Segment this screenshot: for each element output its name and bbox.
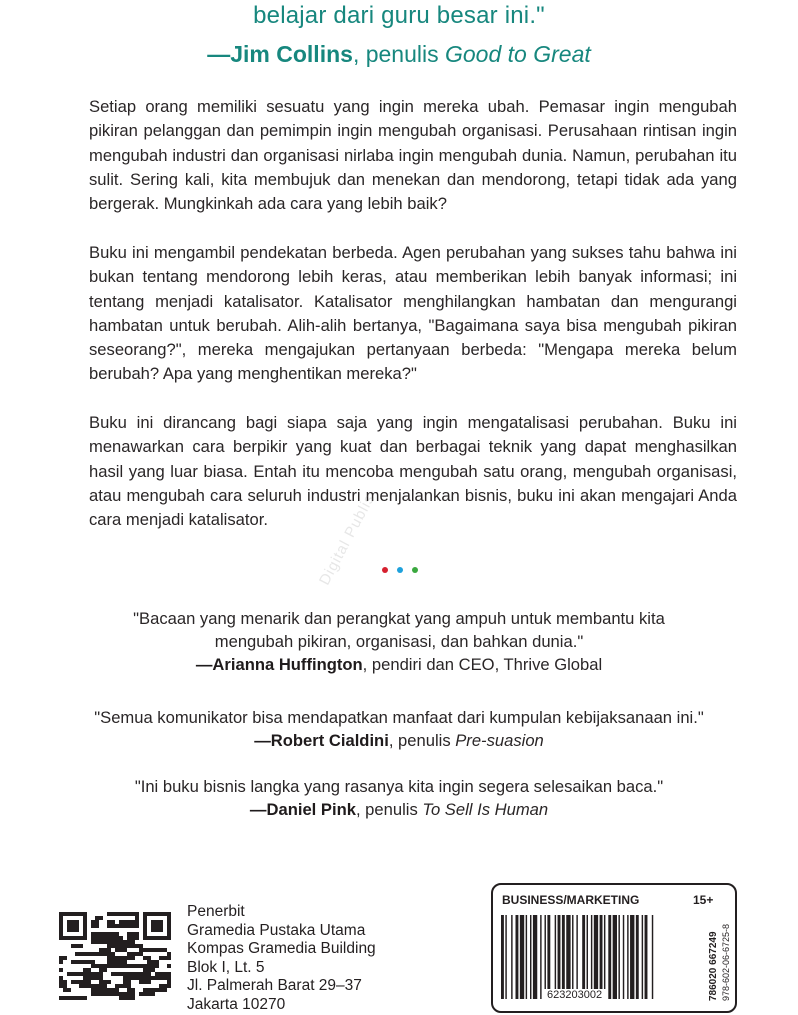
divider-dots [380, 567, 420, 577]
dash: — [207, 41, 231, 67]
publisher-address [187, 903, 376, 1015]
dash: — [249, 800, 267, 819]
endorsement-quote-line: "Ini buku bisnis langka yang rasanya kita ingin segera selesaikan baca." [134, 777, 664, 796]
endorsement-role: , penulis [388, 731, 456, 750]
endorsement-role: , pendiri dan CEO, Thrive Global [362, 655, 603, 674]
body-paragraph-2 [89, 241, 737, 387]
blue-dot-icon [397, 567, 403, 573]
green-dot-icon [412, 567, 418, 573]
age-rating: 15+ [693, 893, 714, 907]
dash: — [254, 731, 271, 750]
endorsement-book: To Sell Is Human [422, 800, 549, 819]
endorsement-quote-line: "Semua komunikator bisa mendapatkan manfaat dari kumpulan kebijaksanaan ini." [94, 708, 704, 727]
top-quote-book: Good to Great [445, 41, 591, 67]
endorsement-author: Robert Cialdini [270, 731, 389, 750]
ean-vertical: 786020 667249 [708, 931, 719, 1001]
paragraph-text: Setiap orang memiliki sesuatu yang ingin mereka ubah. Pemasar ingin mengubah pikiran pelanggan dan pemimpin ingin mengubah organisasi. Perusahaan rintisan ingin mengubah industri dan organisasi nirlaba ingin mengubah dunia. Namun, perubahan itu sulit. Sering kali, kita membujuk dan menekan dan mendorong, tetapi tidak ada yang bergerak. Mungkinkah ada cara yang lebih baik? [89, 97, 737, 214]
publisher-line: Kompas Gramedia Building [187, 940, 376, 958]
publisher-line: Jl. Palmerah Barat 29–37 [187, 977, 362, 995]
qr-code-icon [59, 912, 171, 1000]
publisher-line: Jakarta 10270 [187, 995, 286, 1013]
barcode-icon [501, 915, 701, 999]
endorsement-attribution [0, 729, 798, 752]
endorsement-quote-line: "Bacaan yang menarik dan perangkat yang ampuh untuk membantu kita [133, 609, 665, 628]
top-quote-text: belajar dari guru besar ini." [253, 2, 545, 29]
top-quote-attribution [0, 41, 798, 68]
publisher-line: Blok I, Lt. 5 [187, 958, 265, 976]
paragraph-text: Buku ini mengambil pendekatan berbeda. Agen perubahan yang sukses tahu bahwa ini bukan tentang mendorong lebih keras, atau memberikan lebih banyak informasi; ini tentang menjadi katalisator. Katalisator menghilangkan hambatan dan mengurangi hambatan untuk berubah. Alih-alih bertanya, "Bagaimana saya bisa mengubah pikiran seseorang?", mereka mengajukan pertanyaan berbeda: "Mengapa mereka belum berubah? Apa yang menghentikan mereka?" [89, 243, 737, 384]
top-quote-role: , penulis [352, 41, 445, 67]
endorsement-role: , penulis [355, 800, 423, 819]
barcode-number: 623203002 [543, 989, 606, 1001]
publisher-line: Gramedia Pustaka Utama [187, 921, 366, 939]
red-dot-icon [382, 567, 388, 573]
paragraph-text: Buku ini dirancang bagi siapa saja yang ingin mengatalisasi perubahan. Buku ini menawarkan cara berpikir yang kuat dan berbagai teknik yang dapat menghasilkan hasil yang luar biasa. Entah itu mencoba mengubah satu orang, mengubah organisasi, atau mengubah cara seluruh industri menjalankan bisnis, buku ini akan mengajari Anda cara menjadi katalisator. [89, 413, 737, 530]
endorsement-author: Arianna Huffington [212, 655, 363, 674]
watermark-text: Digital Publis [316, 491, 379, 588]
barcode-category: BUSINESS/MARKETING [502, 893, 640, 907]
endorsement-attribution [0, 653, 798, 676]
endorsement-1 [0, 607, 798, 676]
endorsement-author: Daniel Pink [266, 800, 356, 819]
isbn-vertical: 978-602-06-6725-8 [721, 923, 731, 1001]
endorsement-3 [0, 775, 798, 821]
endorsement-2 [0, 706, 798, 752]
top-quote-author: Jim Collins [230, 41, 353, 67]
endorsement-book: Pre-suasion [455, 731, 544, 750]
body-paragraph-1 [89, 95, 737, 216]
barcode-vertical-codes [706, 915, 736, 1005]
body-paragraph-3 [89, 411, 737, 532]
endorsement-attribution [0, 798, 798, 821]
dash: — [195, 655, 213, 674]
publisher-line: Penerbit [187, 903, 245, 920]
barcode-panel [491, 883, 737, 1013]
endorsement-quote-line: mengubah pikiran, organisasi, dan bahkan dunia." [214, 632, 584, 651]
